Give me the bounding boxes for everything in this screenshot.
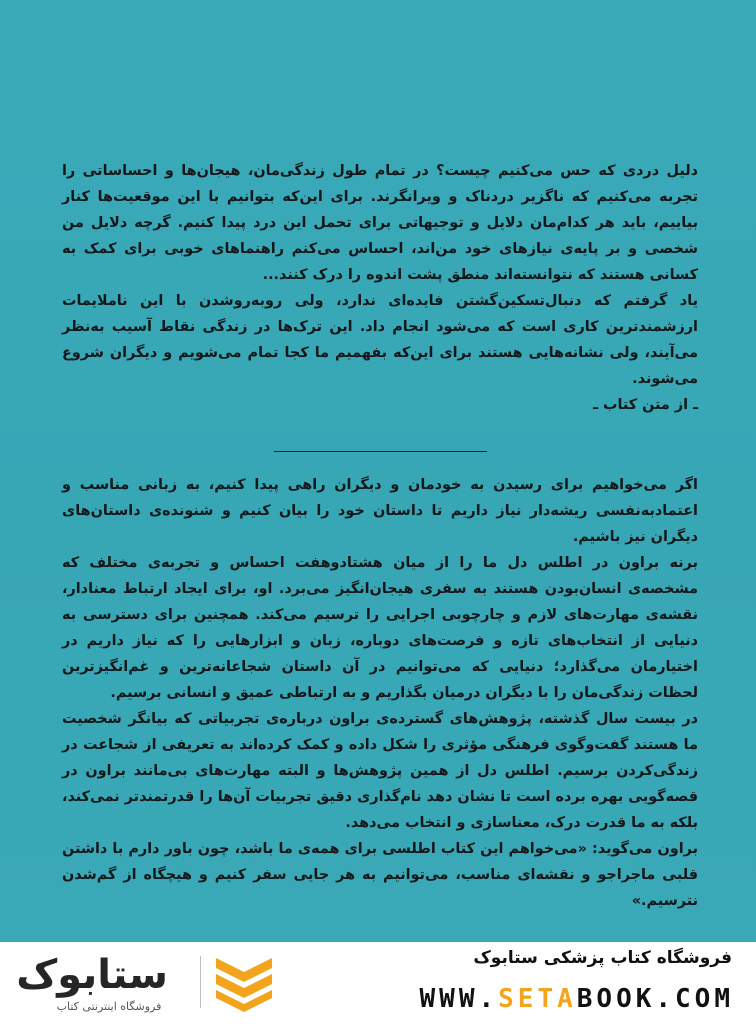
logo-tagline: فروشگاه اینترنتی کتاب (56, 1000, 162, 1013)
url-highlight: SETA (498, 984, 577, 1014)
book-excerpt (62, 158, 698, 418)
description-paragraph: در بیست سال گذشته، پژوهش‌های گسترده‌ی براون درباره‌ی تجربیاتی که بیانگر شخصیت ما هستند گفت‌وگوی فرهنگی مؤثری را شکل داده و کمک کرده‌اند به تعریفی از شجاعت در زندگی‌کردن برسیم. اطلس دل از همین پژوهش‌ها و البته مهارت‌های بی‌مانند براون در قصه‌گویی بهره برده است تا نشان دهد نام‌گذاری دقیق تجربیات آن‌ها را قدرتمندتر نمی‌کند، بلکه به ما قدرت درک، معناسازی و انتخاب می‌دهد. (62, 711, 698, 831)
store-url[interactable] (420, 984, 734, 1014)
store-watermark-banner (0, 942, 756, 1024)
store-name: فروشگاه کتاب پزشکی ستابوک (473, 948, 732, 968)
logo-wordmark: ستابوک (16, 952, 168, 998)
description-paragraph: برنه براون در اطلس دل ما را از میان هشتادوهفت احساس و تجربه‌ی مختلف که مشخصه‌ی انسان‌بودن هستند به سفری هیجان‌انگیز می‌برد. او، برای ایجاد ارتباط معنادار، نقشه‌ی مهارت‌های لازم و چارچوبی اجرایی را ترسیم می‌کند. همچنین برای دسترسی به دنیایی از انتخاب‌های تازه و فرصت‌های دوباره، زبان و ابزارهایی را که نیاز داریم در اختیارمان می‌گذارد؛ دنیایی که می‌توانیم در آن داستان شجاعانه‌ترین و غم‌انگیزترین لحظات زندگی‌مان را با دیگران درمیان بگذاریم و به ارتباطی عمیق و انسانی برسیم. (62, 555, 698, 701)
excerpt-paragraph: یاد گرفتم که دنبال‌تسکین‌گشتن فایده‌ای ندارد، ولی روبه‌روشدن با این ناملایمات ارزشمندترین کاری است که می‌شود انجام داد. این ترک‌ها در زندگی نقاط آسیب به‌نظر می‌آیند، ولی نشانه‌هایی هستند برای این‌که بفهمیم ما کجا تمام می‌شویم و دیگران شروع می‌شوند. (62, 293, 698, 387)
store-logo[interactable] (18, 950, 280, 1016)
chevron-stack-icon (212, 952, 276, 1012)
url-prefix: WWW. (419, 984, 499, 1014)
url-suffix: BOOK.COM (576, 984, 734, 1014)
description-paragraph: براون می‌گوید: «می‌خواهم این کتاب اطلسی برای همه‌ی ما باشد، چون باور دارم با داشتن قلبی ماجراجو و نقشه‌ای مناسب، می‌توانیم به هر جایی سفر کنیم و هیچگاه از گم‌شدن نترسیم.» (62, 841, 698, 909)
excerpt-paragraph: دلیل دردی که حس می‌کنیم چیست؟ در تمام طول زندگی‌مان، هیجان‌ها و احساساتی را تجربه می‌کنیم که ناگزیر دردناک و ویرانگرند. برای این‌که بتوانیم با این موقعیت‌ها کنار بیاییم، باید هر کدام‌مان دلایل و توجیهاتی برای تحمل این درد پیدا کنیم. گرچه دلایل من شخصی و بر پایه‌ی نیازهای خود من‌اند، احساس می‌کنم راهنماهای خوبی برای کمک به کسانی هستند که نتوانسته‌اند منطق پشت اندوه را درک کنند... (62, 163, 698, 283)
excerpt-attribution: ـ از متن کتاب ـ (593, 397, 698, 413)
description-paragraph: اگر می‌خواهیم برای رسیدن به خودمان و دیگران راهی پیدا کنیم، به زبانی مناسب و اعتمادبه‌نفسی ریشه‌دار نیاز داریم تا داستان خود را بیان کنیم و شنونده‌ی داستان‌های دیگران نیز باشیم. (62, 477, 698, 545)
section-divider (274, 451, 487, 452)
book-description (62, 472, 698, 914)
logo-separator (200, 956, 201, 1008)
